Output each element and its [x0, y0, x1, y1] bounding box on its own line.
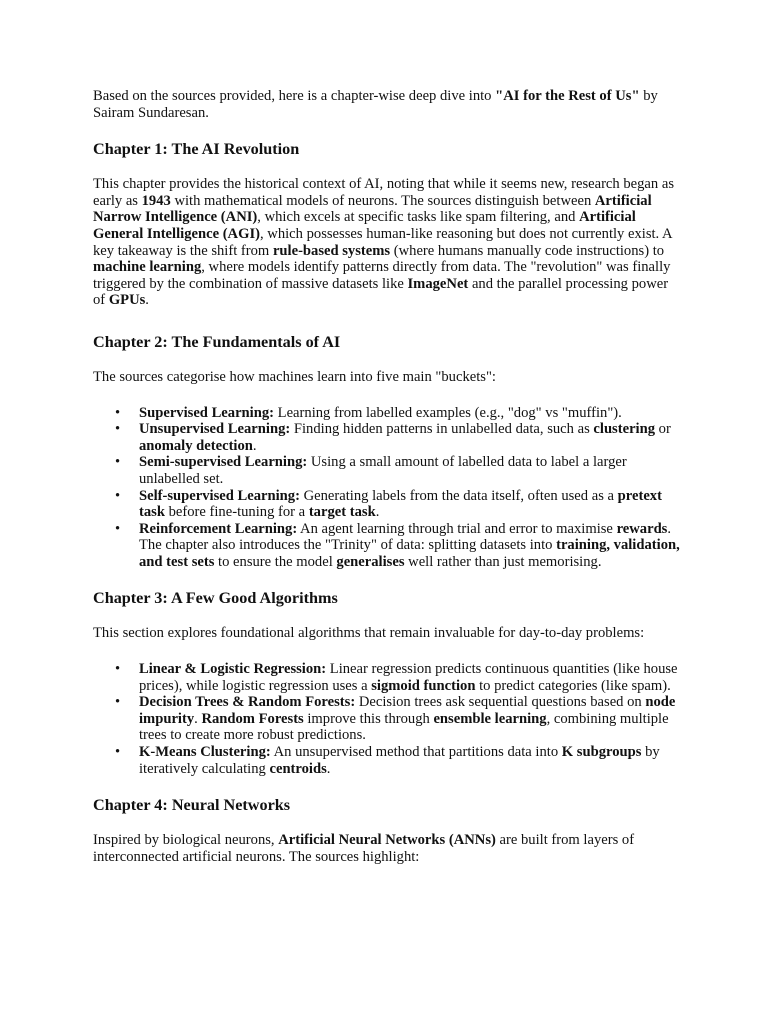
chapter-2-lead: The sources categorise how machines learn into five main "buckets":: [93, 368, 496, 385]
bullet-icon: •: [115, 421, 121, 438]
bullet-icon: •: [115, 404, 121, 421]
chapter-1-heading: Chapter 1: The AI Revolution: [93, 140, 300, 159]
bullet-icon: •: [115, 661, 121, 678]
list-item: • Supervised Learning: Learning from labelled examples (e.g., "dog" vs "muffin").: [115, 404, 622, 421]
chapter-2-list: [93, 405, 680, 571]
bullet-icon: •: [115, 744, 121, 761]
list-item: • K-Means Clustering: An unsupervised method that partitions data into K subgroups by iteratively calculating centroids.: [115, 744, 660, 777]
chapter-4-heading: Chapter 4: Neural Networks: [93, 796, 291, 815]
chapter-3-heading: Chapter 3: A Few Good Algorithms: [93, 589, 338, 608]
chapter-3-lead: This section explores foundational algorithms that remain invaluable for day-to-day problems:: [93, 625, 645, 642]
bullet-icon: •: [115, 520, 121, 537]
chapter-2-heading: Chapter 2: The Fundamentals of AI: [93, 332, 341, 351]
chapter-4-paragraph: Inspired by biological neurons, Artificial Neural Networks (ANNs) are built from layers of interconnected artificial neurons. The sources highlight:: [93, 832, 635, 865]
bullet-icon: •: [115, 454, 121, 471]
bullet-icon: •: [115, 694, 121, 711]
list-item: • Unsupervised Learning: Finding hidden patterns in unlabelled data, such as clustering or anomaly detection.: [115, 421, 671, 454]
list-item: • Decision Trees & Random Forests: Decision trees ask sequential questions based on node impurity. Random Forests improve this through ensemble learning, combining multiple trees to create more robust predictions.: [115, 694, 676, 744]
list-item: • Linear & Logistic Regression: Linear regression predicts continuous quantities (like house prices), while logistic regression uses a sigmoid function to predict categories (like spam).: [115, 661, 678, 694]
list-item: • Semi-supervised Learning: Using a small amount of labelled data to label a larger unlabelled set.: [115, 454, 627, 487]
chapter-1-paragraph: This chapter provides the historical context of AI, noting that while it seems new, research began as early as 1943 with mathematical models of neurons. The sources distinguish between Artificial Narrow Intelligence (ANI), which excels at specific tasks like spam filtering, and Artificial General Intelligence (AGI), which possesses human-like reasoning but does not currently exist. A key takeaway is the shift from rule-based systems (where humans manually code instructions) to machine learning, where models identify patterns directly from data. The "revolution" was finally triggered by the combination of massive datasets like ImageNet and the parallel processing power of GPUs.: [93, 176, 675, 309]
bullet-icon: •: [115, 487, 121, 504]
list-item: • Reinforcement Learning: An agent learning through trial and error to maximise rewards. The chapter also introduces the "Trinity" of data: splitting datasets into training, validation, and test sets to ensure the model generalises well rather than just memorising.: [115, 520, 680, 570]
chapter-3-list: [93, 661, 680, 777]
list-item: • Self-supervised Learning: Generating labels from the data itself, often used as a pretext task before fine-tuning for a target task.: [115, 487, 662, 521]
intro-paragraph: Based on the sources provided, here is a chapter-wise deep dive into "AI for the Rest of Us" by Sairam Sundaresan.: [93, 88, 658, 121]
